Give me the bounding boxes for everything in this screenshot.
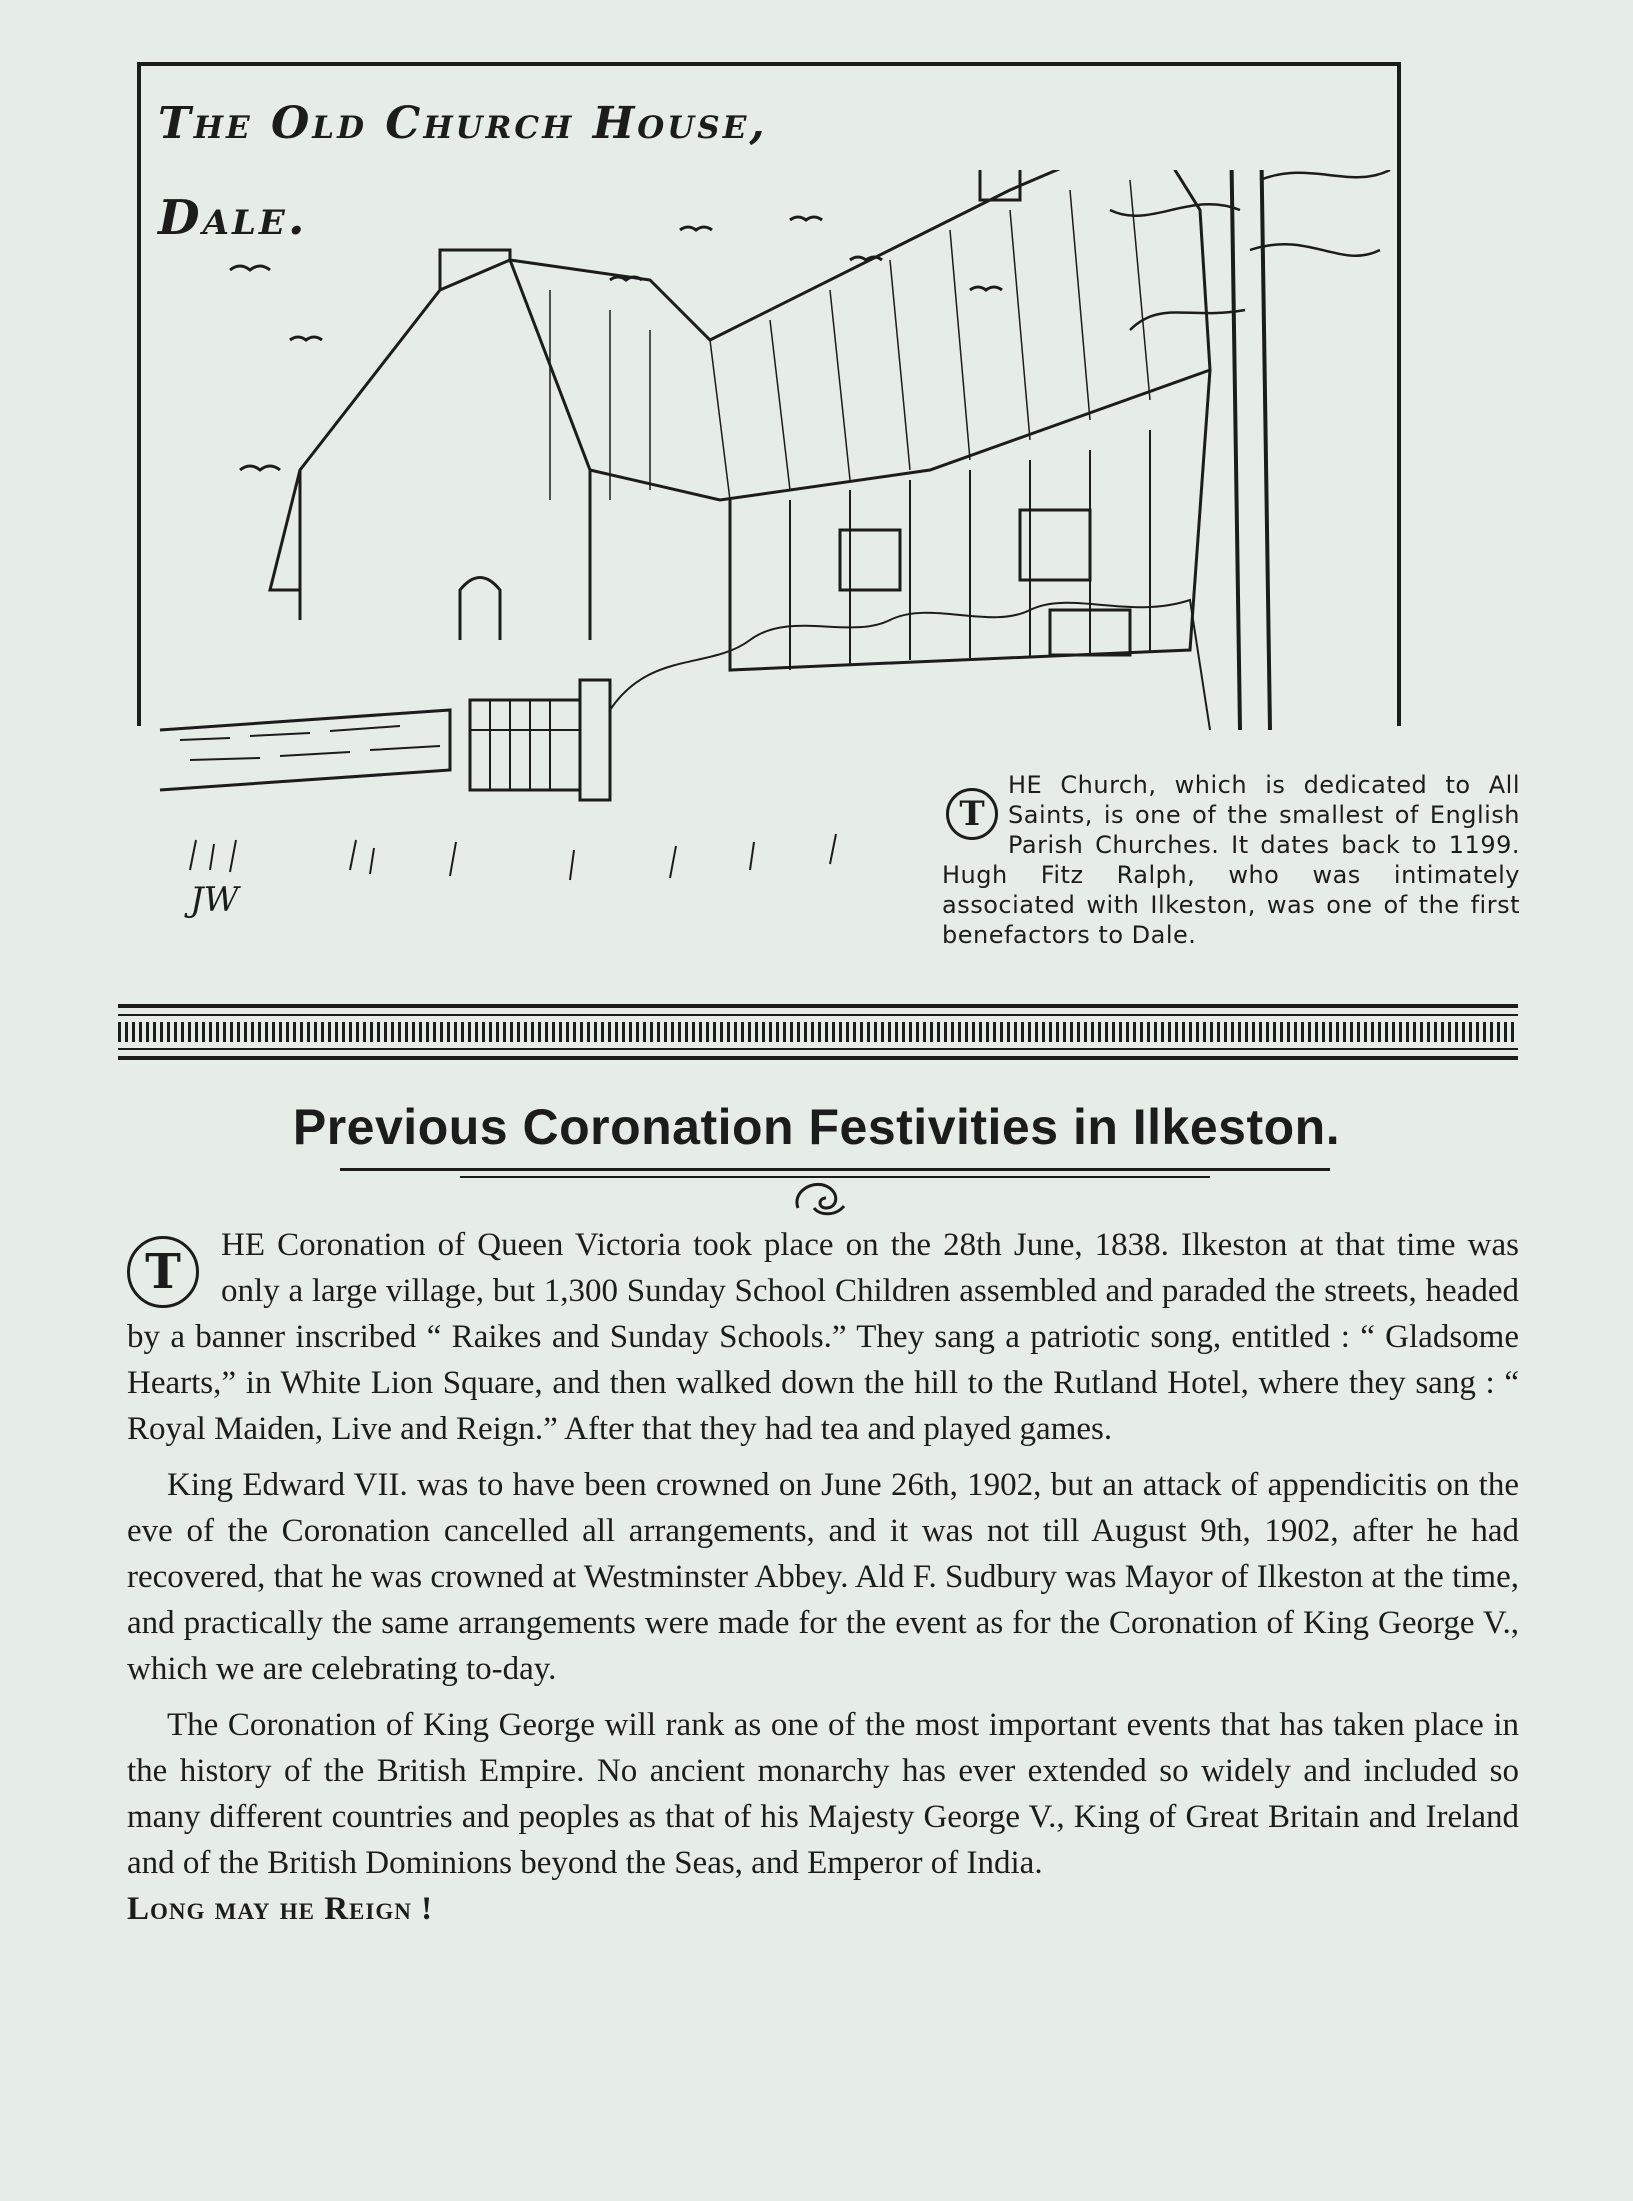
headline-rule <box>340 1168 1330 1171</box>
divider-thin-line-bottom <box>118 1048 1518 1050</box>
bird-icon <box>240 466 280 470</box>
bird-icon <box>230 266 270 270</box>
closing-line: Long may he Reign ! <box>127 1891 434 1927</box>
divider-ticks <box>118 1022 1518 1042</box>
thatched-roof <box>510 170 1210 500</box>
article-headline: Previous Coronation Festivities in Ilkeston. <box>292 1099 1341 1155</box>
article-paragraph-3 <box>127 1702 1519 1932</box>
paragraph-3-text: The Coronation of King George will rank as one of the most important events that has taken place in the history of the British Empire. No ancient monarchy has ever extended so widely and included so many different countries and peoples as that of his Majesty George V., King of Great Britain and Ireland and of the British Dominions beyond the Seas, and Emperor of India. <box>127 1707 1519 1881</box>
caption-drop-cap: T <box>946 788 998 840</box>
artist-signature: JW <box>190 880 239 920</box>
article-drop-cap: T <box>127 1236 199 1308</box>
tree-trunk <box>1230 170 1270 730</box>
divider-thin-line <box>118 1014 1518 1016</box>
house-door <box>460 578 500 641</box>
garden-gate <box>470 700 580 790</box>
decorative-divider <box>118 1004 1518 1060</box>
house-gable <box>300 260 590 640</box>
illustration-caption <box>942 770 1520 950</box>
bird-icon <box>680 227 712 230</box>
article-paragraph-1 <box>127 1222 1519 1452</box>
bird-icon <box>290 337 322 340</box>
bird-icon <box>970 287 1002 290</box>
illustration-title-line2: Dale. <box>158 190 308 246</box>
flourish-icon <box>790 1178 850 1220</box>
caption-text: HE Church, which is dedicated to All Saints, is one of the smallest of English Parish Churches. It dates back to 1199. Hugh Fitz Ralph, who was intimately associated with Ilkeston, was one of the first benefactors to Dale. <box>942 771 1520 949</box>
paragraph-1-text: HE Coronation of Queen Victoria took place on the 28th June, 1838. Ilkeston at that time was only a large village, but 1,300 Sunday School Children assembled and paraded the streets, headed by a banner inscribed “ Raikes and Sunday Schools.” They sang a patriotic song, entitled : “ Gladsome Hearts,” in White Lion Square, and then walked down the hill to the Rutland Hotel, where they sang : “ Royal Maiden, Live and Reign.” After that they had tea and played games. <box>127 1227 1519 1447</box>
bird-icon <box>790 217 822 220</box>
illustration-title-line1: The Old Church House, <box>158 98 768 149</box>
divider-bottom-line <box>118 1056 1518 1060</box>
article-body <box>127 1222 1519 1942</box>
article-paragraph-2: King Edward VII. was to have been crowned on June 26th, 1902, but an attack of appendicitis on the eve of the Coronation cancelled all arrangements, and it was not till August 9th, 1902, after he had recovered, that he was crowned at Westminster Abbey. Ald F. Sudbury was Mayor of Ilkeston at the time, and practically the same arrangements were made for the event as for the Coronation of King George V., which we are celebrating to-day. <box>127 1467 1519 1687</box>
divider-top-line <box>118 1004 1518 1008</box>
